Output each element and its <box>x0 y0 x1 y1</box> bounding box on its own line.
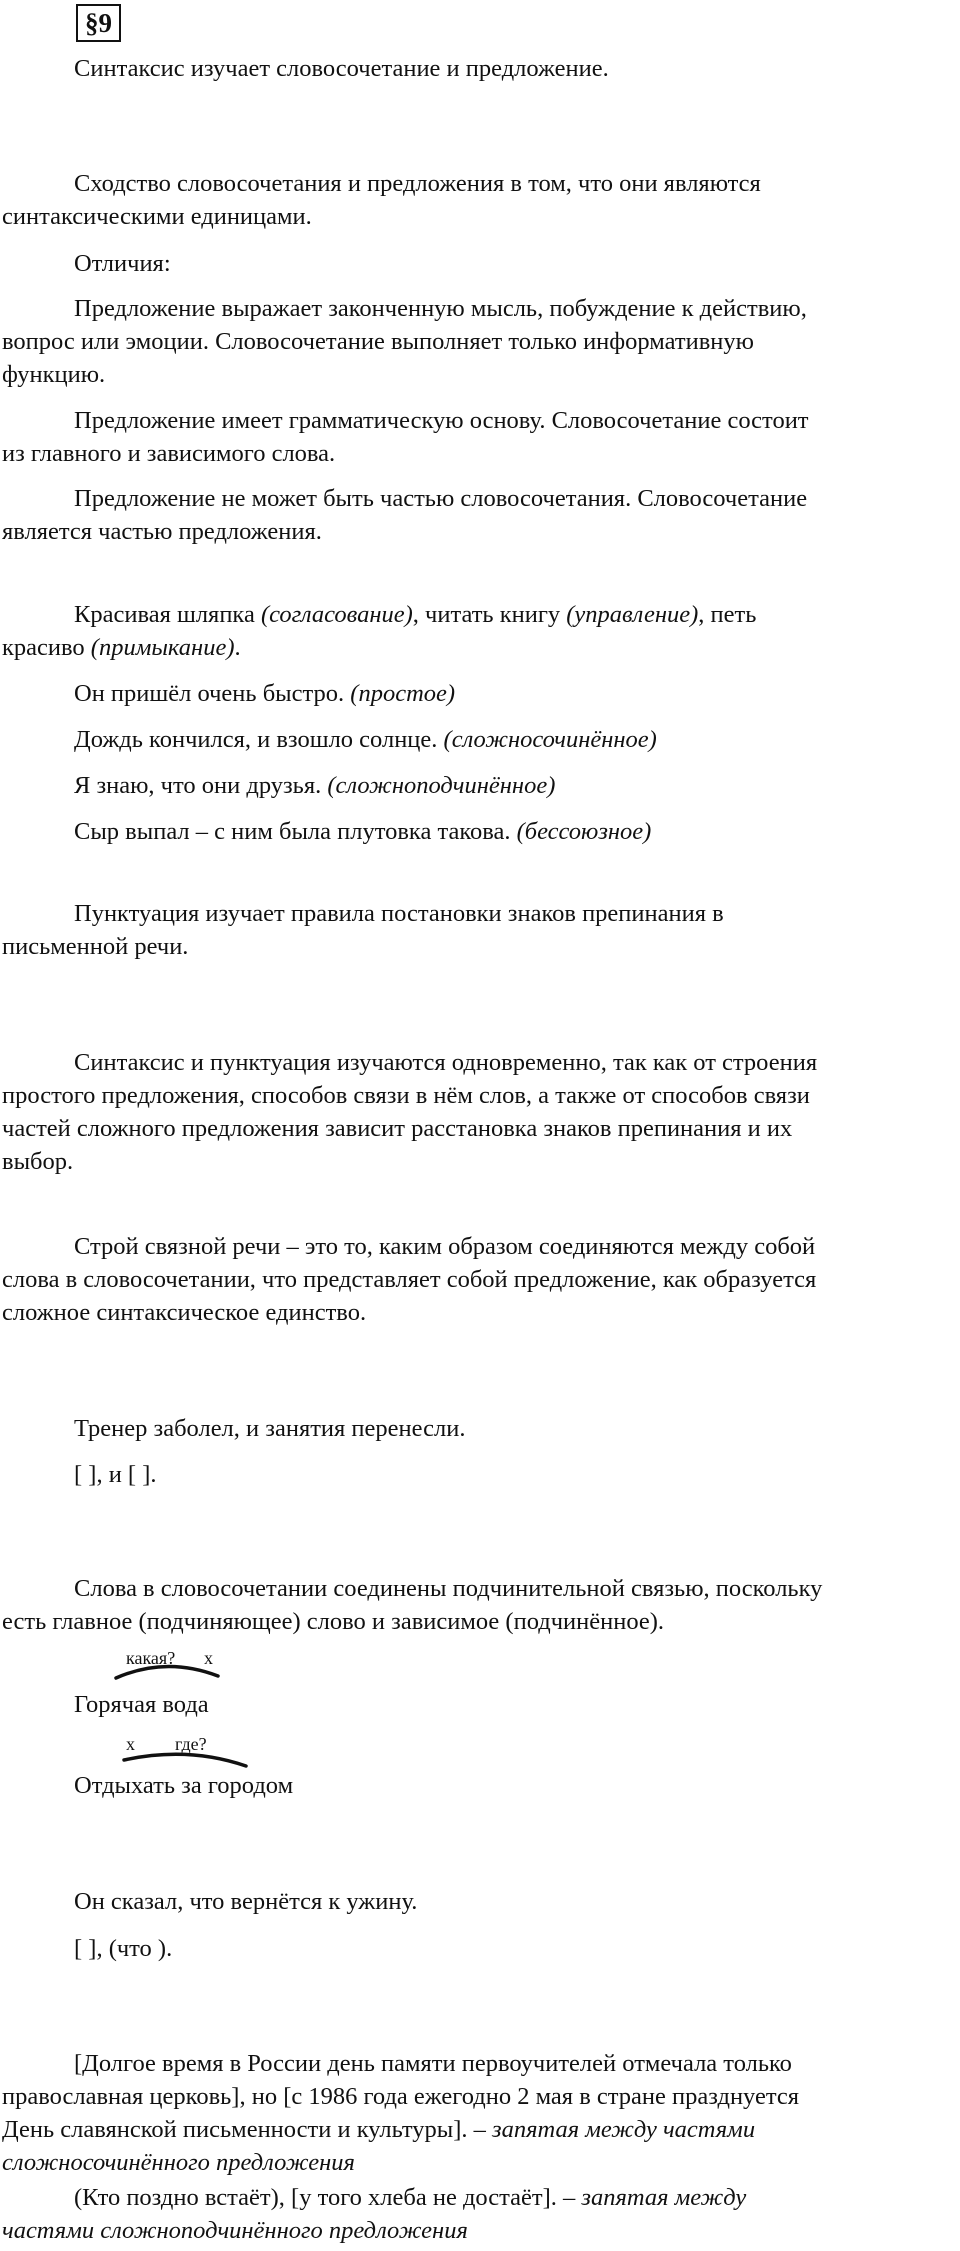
text-line: православная церковь], но [с 1986 года ежегодно 2 мая в стране празднуется <box>2 2083 800 2110</box>
text-line: Отличия: <box>74 250 171 277</box>
text-line: синтаксическими единицами. <box>2 203 312 230</box>
text-span: красиво <box>2 634 91 661</box>
text-line: Предложение выражает законченную мысль, побуждение к действию, <box>74 295 807 322</box>
text-line: из главного и зависимого слова. <box>2 440 336 467</box>
text-line: Горячая вода <box>74 1691 209 1718</box>
text-span: Красивая шляпка <box>74 601 261 628</box>
text-line: Предложение имеет грамматическую основу. Словосочетание состоит <box>74 407 809 434</box>
dependent-mark: х <box>204 1648 213 1668</box>
text-line: Предложение не может быть частью словосочетания. Словосочетание <box>74 485 808 512</box>
text-line: [ ], и [ ]. <box>74 1461 157 1488</box>
text-line: сложное синтаксическое единство. <box>2 1299 367 1326</box>
italic-span: (бессоюзное) <box>516 818 652 845</box>
italic-span: – запятая между частями <box>473 2116 756 2143</box>
text-line: Пунктуация изучает правила постановки знаков препинания в <box>74 900 724 927</box>
text-span: Дождь кончился, и взошло солнце. <box>74 726 444 753</box>
text-line: Слова в словосочетании соединены подчинительной связью, поскольку <box>74 1575 823 1602</box>
text-line <box>74 769 555 802</box>
italic-span: – запятая между <box>563 2184 747 2211</box>
italic-span: (сложноподчинённое) <box>327 772 556 799</box>
text-line: Отдыхать за городом <box>74 1772 294 1799</box>
text-line: вопрос или эмоции. Словосочетание выполняет только информативную <box>2 328 754 355</box>
text-line: является частью предложения. <box>2 518 322 545</box>
text-line: Синтаксис изучает словосочетание и предложение. <box>74 55 609 82</box>
text-line <box>74 723 657 756</box>
text-line <box>74 815 651 848</box>
text-line <box>2 2113 755 2146</box>
text-line: Тренер заболел, и занятия перенесли. <box>74 1415 466 1442</box>
connection-arc <box>110 1660 230 1684</box>
text-span: (Кто поздно встаёт), [у того хлеба не достаёт]. <box>74 2184 564 2211</box>
text-span: , читать книгу <box>412 601 567 628</box>
italic-span: (сложносочинённое) <box>443 726 657 753</box>
text-line: письменной речи. <box>2 933 189 960</box>
text-line: частей сложного предложения зависит расстановка знаков препинания и их <box>2 1115 793 1142</box>
italic-span: (управление) <box>566 601 699 628</box>
question-label: где? <box>175 1734 207 1754</box>
text-line <box>74 598 756 631</box>
text-line <box>2 631 241 664</box>
text-span: Я знаю, что они друзья. <box>74 772 328 799</box>
text-span: День славянской письменности и культуры]. <box>2 2116 474 2143</box>
dependent-mark: х <box>126 1734 135 1754</box>
text-line: частями сложноподчинённого предложения <box>2 2217 468 2244</box>
text-line: есть главное (подчиняющее) слово и зависимое (подчинённое). <box>2 1608 665 1635</box>
text-line: сложносочинённого предложения <box>2 2149 355 2176</box>
text-line: [Долгое время в России день памяти первоучителей отмечала только <box>74 2050 792 2077</box>
text-line: Строй связной речи – это то, каким образом соединяются между собой <box>74 1233 816 1260</box>
text-line: Синтаксис и пунктуация изучаются одновременно, так как от строения <box>74 1049 818 1076</box>
text-line: слова в словосочетании, что представляет собой предложение, как образуется <box>2 1266 817 1293</box>
text-line: [ ], (что ). <box>74 1935 173 1962</box>
section-mark: §9 <box>76 4 121 42</box>
text-line <box>74 2181 746 2214</box>
connection-arc <box>118 1746 254 1770</box>
text-span: Он пришёл очень быстро. <box>74 680 351 707</box>
text-span: Сыр выпал – с ним была плутовка такова. <box>74 818 517 845</box>
text-line: функцию. <box>2 361 106 388</box>
text-line: простого предложения, способов связи в нём слов, а также от способов связи <box>2 1082 810 1109</box>
text-line: выбор. <box>2 1148 74 1175</box>
italic-span: (примыкание) <box>90 634 235 661</box>
text-line: Сходство словосочетания и предложения в том, что они являются <box>74 170 761 197</box>
text-line: Он сказал, что вернётся к ужину. <box>74 1888 418 1915</box>
italic-span: (простое) <box>350 680 456 707</box>
text-span: , петь <box>698 601 757 628</box>
question-label: какая? <box>126 1648 176 1668</box>
text-span: . <box>234 634 241 661</box>
italic-span: (согласование) <box>260 601 413 628</box>
text-line <box>74 677 455 710</box>
